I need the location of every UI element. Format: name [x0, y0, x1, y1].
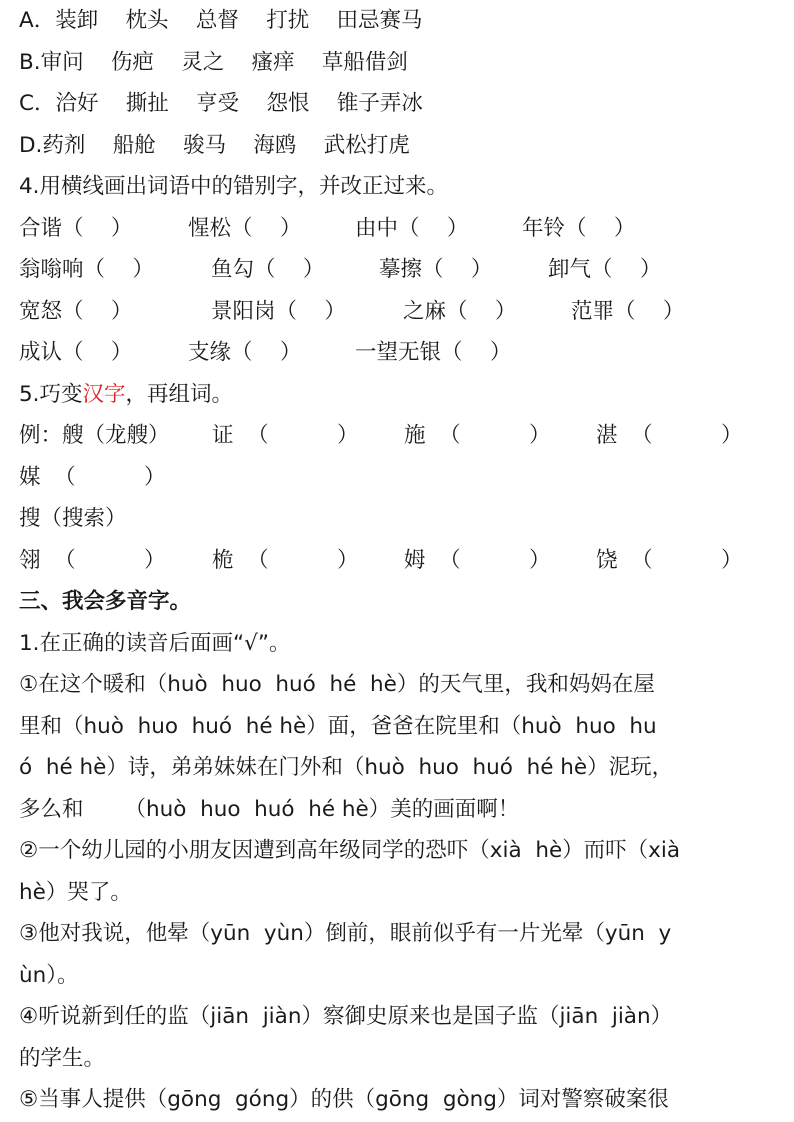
- pinyin-line: ②一个幼儿园的小朋友因遭到高年级同学的恐吓（xià hè）而吓（xià: [19, 838, 681, 863]
- option-b: B.审问 伤疤 灵之 瘙痒 草船借剑: [19, 49, 408, 75]
- pinyin-line: ①在这个暖和（huò huo huó hé hè）的天气里，我和妈妈在屋: [19, 672, 655, 697]
- pinyin-line: 里和（huò huo huó hé hè）面，爸爸在院里和（huò huo hu: [19, 713, 657, 739]
- q4-item: 合谐（ ）: [19, 215, 133, 241]
- q4-item: 之麻（ ）: [403, 298, 517, 324]
- q4-row-3: [19, 291, 764, 333]
- q5-row-3: [19, 540, 764, 582]
- q4-item: 翁嗡响（ ）: [19, 257, 154, 282]
- q4-item: 支缘（ ）: [188, 340, 302, 365]
- q4-row-2: [19, 249, 764, 291]
- q4-item: 一望无银（ ）: [355, 340, 512, 365]
- pinyin-line: ó hé hè）诗，弟弟妹妹在门外和（huò huo huó hé hè）泥玩，: [19, 755, 674, 780]
- q4-item: 景阳岗（ ）: [211, 298, 346, 324]
- pinyin-line: ⑤当事人提供（gōng góng）的供（gōng gòng）词对警察破案很: [19, 1087, 669, 1112]
- q5-item: 姆 （ ）: [404, 547, 551, 573]
- pinyin-line: ④听说新到任的监（jiān jiàn）察御史原来也是国子监（jiān jiàn）: [19, 1004, 673, 1029]
- option-d: D.药剂 船舱 骏马 海鸥 武松打虎: [19, 132, 410, 158]
- q4-item: 成认（ ）: [19, 340, 133, 365]
- q4-item: 卸气（ ）: [548, 257, 662, 282]
- q5-title-post: ，再组词。: [125, 381, 234, 407]
- q4-row-1: [19, 208, 764, 250]
- q5-title-highlight: 汉字: [82, 381, 126, 407]
- q5-title: [19, 374, 764, 416]
- q4-item: 范罪（ ）: [571, 298, 685, 324]
- pinyin-line: hè）哭了。: [19, 879, 132, 905]
- q5-item: 湛 （ ）: [596, 423, 743, 448]
- q4-title: 4.用横线画出词语中的错别字，并改正过来。: [19, 174, 449, 199]
- q5-row-1: [19, 415, 764, 457]
- q5-item: 施 （ ）: [404, 423, 551, 448]
- q5-sou: 搜（搜索）: [19, 506, 127, 531]
- pinyin-line: ③他对我说，他晕（yūn yùn）倒前，眼前似乎有一片光晕（yūn y: [19, 921, 672, 946]
- pinyin-line: 多么和 （huò huo huó hé hè）美的画面啊！: [19, 796, 520, 822]
- pinyin-line: ùn）。: [19, 962, 79, 988]
- q4-item: 惺松（ ）: [188, 215, 302, 241]
- q4-row-4: [19, 332, 764, 374]
- option-a: A．装卸 枕头 总督 打扰 田忌赛马: [19, 8, 423, 33]
- q4-item: 宽怒（ ）: [19, 298, 133, 324]
- section-3-q1: 1.在正确的读音后面画“√”。: [19, 630, 291, 656]
- q4-item: 年铃（ ）: [522, 215, 636, 241]
- q5-title-pre: 5.巧变: [19, 381, 83, 407]
- q4-item: 鱼勾（ ）: [211, 257, 325, 282]
- section-3-heading: 三、我会多音字。: [19, 589, 192, 614]
- q5-mei: 媒 （ ）: [19, 464, 166, 490]
- option-c: C．洽好 撕扯 亨受 怨恨 锥子弄冰: [19, 91, 423, 116]
- q5-item: 桅 （ ）: [212, 547, 359, 573]
- q5-item: 证 （ ）: [212, 423, 359, 448]
- q4-item: 摹擦（ ）: [379, 257, 493, 282]
- q5-example: 例：艘（龙艘）: [19, 423, 170, 448]
- q4-item: 由中（ ）: [355, 215, 469, 241]
- q5-item: 翎 （ ）: [19, 547, 166, 573]
- pinyin-line: 的学生。: [19, 1045, 106, 1071]
- q5-item: 饶 （ ）: [596, 547, 743, 573]
